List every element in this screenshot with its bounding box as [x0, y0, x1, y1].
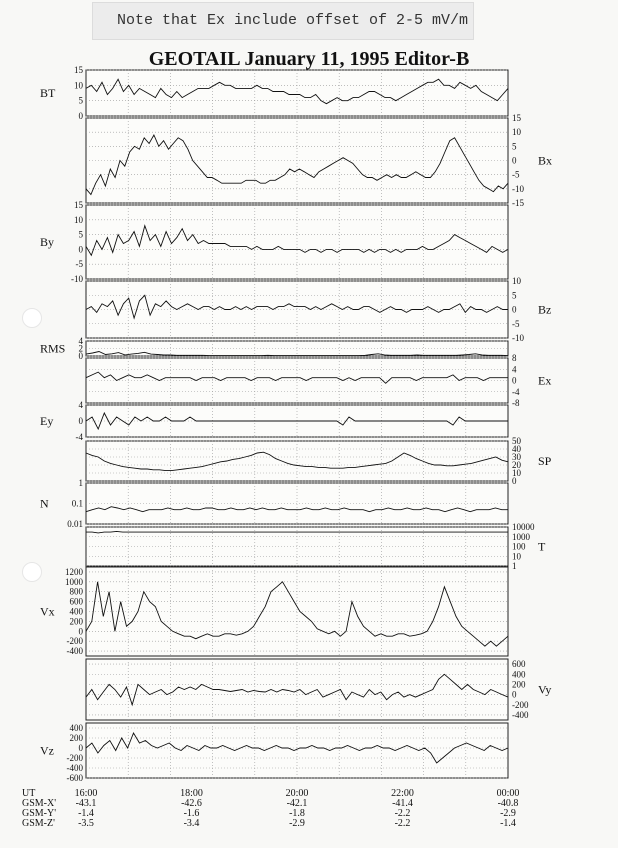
axis-tick-x: -42.1 [286, 798, 308, 809]
tick-label: 10 [74, 214, 83, 225]
tick-label: 1000 [65, 576, 83, 587]
tick-label: -4 [75, 432, 83, 442]
tick-label: 30 [512, 452, 521, 462]
tick-label: 0 [78, 743, 83, 753]
axis-tick-y: -1.4 [78, 808, 94, 819]
axis-tick-z: -3.4 [183, 818, 200, 829]
tick-label: 0 [512, 304, 517, 315]
axis-tick-ut: 18:00 [180, 788, 203, 799]
tick-label: 50 [512, 436, 521, 446]
tick-label: -10 [512, 183, 524, 194]
tick-label: 0 [78, 416, 83, 426]
tick-label: 4 [512, 364, 517, 375]
tick-label: 0 [78, 626, 83, 637]
panel-label-t: T [538, 539, 546, 554]
tick-label: 0.01 [67, 519, 83, 529]
tick-label: 1 [78, 478, 83, 488]
tick-label: -200 [66, 753, 83, 763]
tick-label: 400 [69, 606, 83, 617]
tick-label: 600 [512, 659, 526, 670]
axis-tick-ut: 22:00 [391, 788, 414, 799]
panel-label-n: N [40, 496, 49, 511]
tick-label: 1 [512, 561, 517, 571]
panel-label-vx: Vx [40, 604, 55, 619]
axis-tick-z: -1.4 [500, 818, 516, 829]
tick-label: -400 [66, 763, 83, 773]
tick-label: 0 [78, 111, 83, 121]
tick-label: -15 [512, 198, 524, 208]
panel-label-bz: Bz [538, 302, 552, 317]
tick-label: 0 [78, 351, 83, 361]
axis-tick-y: -2.2 [394, 808, 411, 819]
tick-label: 15 [74, 200, 83, 210]
panel-label-by: By [40, 235, 55, 249]
axis-tick-ut: 20:00 [285, 788, 309, 799]
panel-label-ey: Ey [40, 414, 54, 428]
tick-label: 10000 [512, 522, 535, 532]
axis-tick-x: -40.8 [497, 798, 519, 809]
tick-label: 0 [512, 375, 517, 386]
panel-label-bx: Bx [538, 153, 553, 168]
axis-tick-z: -2.9 [289, 818, 305, 829]
tick-label: 10 [512, 551, 521, 562]
tick-label: 5 [78, 95, 83, 106]
panel-label-vz: Vz [40, 743, 54, 758]
tick-label: 0 [78, 244, 83, 255]
tick-label: 40 [512, 444, 521, 454]
axis-tick-x: -41.4 [392, 798, 413, 809]
tick-label: 100 [512, 541, 526, 552]
tick-label: -4 [512, 386, 520, 397]
tick-label: 5 [512, 141, 517, 152]
axis-tick-z: -3.5 [78, 818, 94, 829]
tick-label: 15 [74, 65, 83, 75]
note-text: Note that Ex include offset of 2-5 mV/m [117, 12, 469, 29]
tick-label: -200 [66, 636, 83, 647]
tick-label: -600 [66, 773, 83, 783]
tick-label: 0.1 [71, 498, 83, 509]
tick-label: 2 [78, 343, 83, 354]
tick-label: 400 [69, 723, 83, 733]
tick-label: -10 [71, 274, 83, 284]
tick-label: -5 [512, 318, 520, 329]
panel-label-rms: RMS [40, 341, 66, 356]
panel-label-vy: Vy [538, 682, 552, 697]
tick-label: 400 [512, 669, 526, 680]
axis-tick-y: -1.8 [289, 808, 305, 819]
tick-label: 8 [512, 353, 517, 363]
panel-label-sp: SP [538, 454, 552, 468]
tick-label: 200 [512, 679, 526, 690]
tick-label: 10 [74, 80, 83, 91]
axis-tick-ut: 16:00 [74, 788, 98, 799]
tick-label: 200 [69, 616, 83, 627]
tick-label: 800 [69, 586, 83, 597]
tick-label: 0 [512, 155, 517, 166]
axis-row-label: UT [22, 788, 36, 799]
tick-label: 600 [69, 596, 83, 607]
tick-label: 4 [78, 336, 83, 346]
tick-label: -5 [75, 259, 83, 270]
axis-tick-z: -2.2 [394, 818, 411, 829]
tick-label: 15 [512, 113, 521, 123]
tick-label: 5 [78, 229, 83, 240]
tick-label: 4 [78, 400, 83, 410]
axis-tick-ut: 00:00 [496, 788, 520, 799]
tick-label: -200 [512, 699, 529, 710]
tick-label: -5 [512, 169, 520, 180]
axis-row-label: GSM-X' [22, 798, 57, 809]
tick-label: -8 [512, 398, 520, 408]
tick-label: 1000 [512, 531, 530, 542]
panel-label-ex: Ex [538, 373, 552, 388]
axis-row-label: GSM-Z' [22, 818, 55, 829]
axis-tick-x: -43.1 [75, 798, 97, 809]
tick-label: 0 [512, 689, 517, 700]
tick-label: 200 [69, 733, 83, 743]
tick-label: 0 [512, 476, 517, 486]
tick-label: 5 [512, 290, 517, 301]
tick-label: 10 [512, 468, 521, 478]
tick-label: 1200 [65, 566, 83, 577]
tick-label: 20 [512, 460, 521, 470]
chart-title: GEOTAIL January 11, 1995 Editor-B [148, 48, 470, 70]
axis-tick-x: -42.6 [181, 798, 202, 809]
tick-label: -400 [66, 646, 83, 657]
panel-label-bt: BT [40, 86, 56, 100]
axis-tick-y: -1.6 [183, 808, 200, 819]
tick-label: -10 [512, 333, 524, 343]
tick-label: -400 [512, 709, 529, 720]
axis-tick-y: -2.9 [500, 808, 516, 819]
tick-label: 10 [512, 276, 521, 286]
tick-label: 10 [512, 127, 521, 138]
axis-row-label: GSM-Y' [22, 808, 57, 819]
